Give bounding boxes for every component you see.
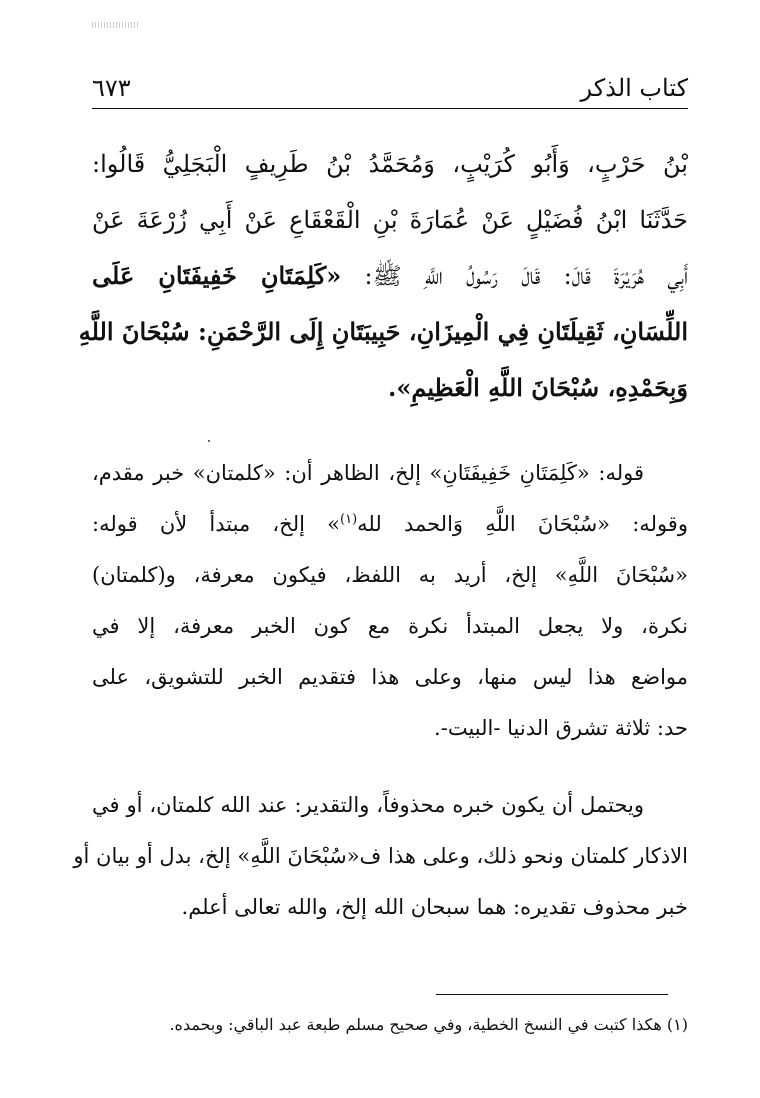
hadith-line: وَبِحَمْدِهِ، سُبْحَانَ اللَّهِ الْعَظِيمِ». bbox=[387, 373, 688, 402]
commentary-line: نكرة، ولا يجعل المبتدأ نكرة مع كون الخبر معرفة، إلا في bbox=[92, 614, 688, 638]
hadith-line bbox=[92, 248, 688, 304]
hadith-line: اللِّسَانِ، ثَقِيلَتَانِ فِي الْمِيزَانِ، حَبِيبَتَانِ إِلَى الرَّحْمَنِ: سُبْحَانَ اللَّهِ bbox=[78, 317, 688, 346]
commentary-paragraph bbox=[92, 448, 688, 754]
footnote-marker: (١) bbox=[340, 512, 358, 527]
commentary-line: حد: ثلاثة تشرق الدنيا -البيت-. bbox=[434, 716, 688, 740]
hadith-quote-start: «كَلِمَتَانِ خَفِيفَتَانِ عَلَى bbox=[92, 261, 342, 290]
footnote: (١) هكذا كتبت في النسخ الخطية، وفي صحيح مسلم طبعة عبد الباقي: وبحمده. bbox=[169, 1015, 688, 1034]
commentary-line: خبر محذوف تقديره: هما سبحان الله إلخ، والله تعالى أعلم. bbox=[181, 895, 688, 919]
hadith-text bbox=[78, 136, 688, 416]
commentary-line-part: وقوله: «سُبْحَانَ اللَّهِ وَالحمد لله bbox=[357, 512, 688, 536]
commentary-line: الاذكار كلمتان ونحو ذلك، وعلى هذا ف«سُبْحَانَ اللَّهِ» إلخ، بدل أو بيان أو bbox=[73, 844, 688, 868]
hadith-line-part: أَبِي هُرَيْرَةَ قَالَ: قَالَ رَسُولُ اللَّهِ ﷺ: bbox=[364, 262, 688, 290]
scan-artifact bbox=[92, 22, 138, 28]
commentary-line: مواضع هذا ليس منها، وعلى هذا فتقديم الخبر للتشويق، على bbox=[92, 665, 688, 689]
commentary-line-part: » إلخ، مبتدأ لأن قوله: bbox=[92, 512, 340, 536]
hadith-line: حَدَّثَنَا ابْنُ فُضَيْلٍ عَنْ عُمَارَةَ بْنِ الْقَعْقَاعِ عَنْ أَبِي زُرْعَةَ عَنْ bbox=[92, 206, 688, 234]
commentary-line bbox=[92, 499, 688, 550]
header-rule bbox=[92, 108, 688, 109]
commentary-line: ويحتمل أن يكون خبره محذوفاً، والتقدير: عند الله كلمتان، أو في bbox=[92, 793, 644, 817]
page-number: ٦٧٣ bbox=[92, 74, 131, 102]
commentary-line: قوله: «كَلِمَتَانِ خَفِيفَتَانِ» إلخ، الظاهر أن: «كلمتان» خبر مقدم، bbox=[92, 461, 644, 485]
chapter-title: كتاب الذكر bbox=[580, 74, 688, 102]
commentary-line: «سُبْحَانَ اللَّهِ» إلخ، أريد به اللفظ، فيكون معرفة، و(كلمتان) bbox=[92, 563, 688, 587]
scan-artifact bbox=[208, 440, 210, 442]
footnote-rule bbox=[436, 994, 668, 995]
hadith-line: بْنُ حَرْبٍ، وَأَبُو كُرَيْبٍ، وَمُحَمَّدُ بْنُ طَرِيفٍ الْبَجَلِيُّ قَالُوا: bbox=[92, 150, 688, 178]
commentary-paragraph-2 bbox=[73, 780, 688, 933]
running-header bbox=[92, 72, 688, 108]
